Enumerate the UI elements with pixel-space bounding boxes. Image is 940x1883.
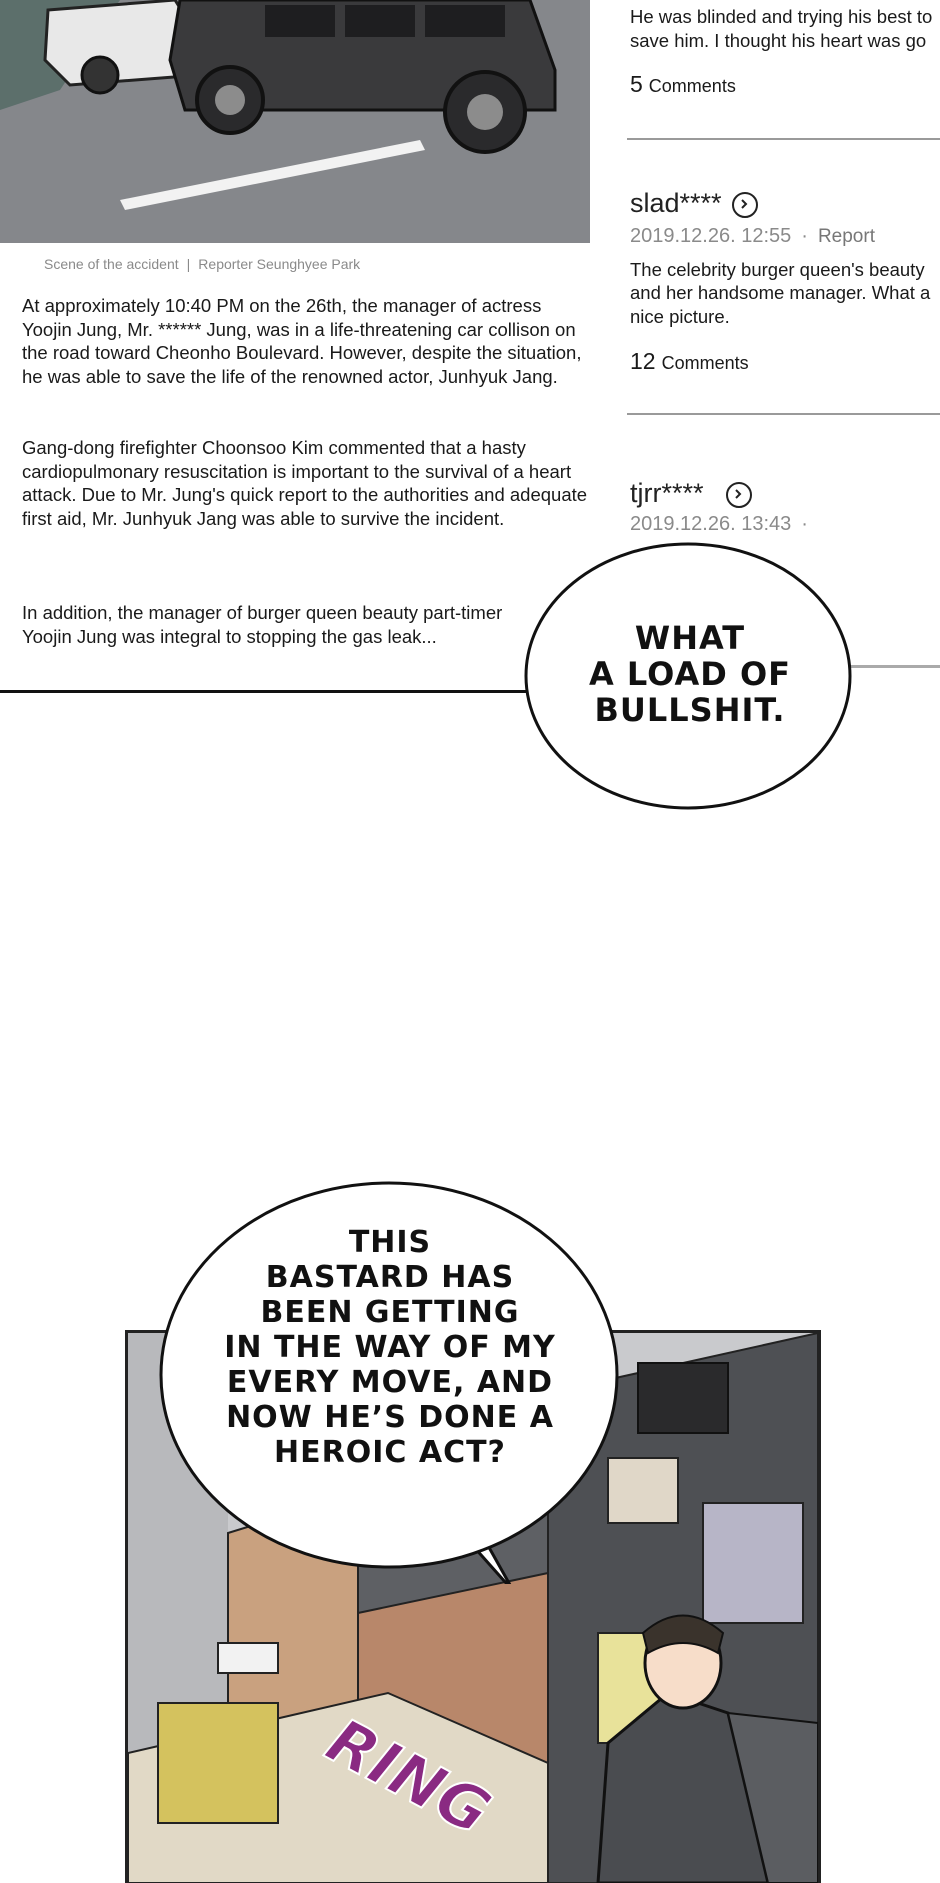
comment-item bbox=[630, 188, 940, 375]
caption-scene: Scene of the accident bbox=[44, 256, 179, 272]
comment-count-link[interactable] bbox=[630, 71, 940, 98]
comment-username[interactable]: tjrr**** bbox=[630, 478, 704, 508]
meta-dot: · bbox=[801, 512, 808, 535]
caption-separator: | bbox=[186, 256, 191, 272]
article-paragraph: At approximately 10:40 PM on the 26th, the manager of actress Yoojin Jung, Mr. ****** Jung, was in a life-threatening car collison on the road toward Cheonho Boulevard. However, despite the situation, he was able to save the life of the renowned actor, Junhyuk Jang. bbox=[22, 295, 582, 387]
bubble-line: BEEN GETTING bbox=[260, 1295, 520, 1330]
bubble-line: NOW HE’S DONE A bbox=[226, 1400, 554, 1435]
bubble-line: A LOAD OF bbox=[588, 655, 792, 693]
ring-sound-effect: RING bbox=[315, 1703, 503, 1850]
comment-divider bbox=[627, 413, 940, 415]
comment-count-number: 5 bbox=[630, 71, 643, 97]
bubble-line: THIS bbox=[348, 1225, 432, 1260]
bubble-line: BULLSHIT. bbox=[594, 691, 786, 729]
comment-meta bbox=[630, 225, 940, 248]
comment-text-line: He was blinded and trying his best to bbox=[630, 6, 933, 27]
comment-count-label: Comments bbox=[648, 76, 736, 96]
accident-scene-illustration bbox=[0, 0, 590, 243]
car-drawing bbox=[0, 0, 590, 243]
comment-date: 2019.12.26. bbox=[630, 512, 736, 535]
report-link[interactable]: Report bbox=[817, 225, 875, 247]
comment-text-line: save him. I thought his heart was go bbox=[630, 29, 927, 51]
comment-divider bbox=[850, 665, 940, 668]
comment-text-line: and her handsome manager. What a bbox=[630, 282, 931, 304]
comment-time: 13:43 bbox=[741, 512, 792, 535]
photo-caption bbox=[44, 256, 360, 272]
meta-dot: · bbox=[801, 224, 808, 247]
panel-border-line bbox=[0, 690, 540, 693]
profile-arrow-icon[interactable] bbox=[732, 192, 758, 218]
bubble-line: EVERY MOVE, AND bbox=[226, 1365, 554, 1400]
comment-item bbox=[630, 5, 940, 98]
bubble-line: BASTARD HAS bbox=[265, 1260, 515, 1295]
comment-text-line: The celebrity burger queen's beauty bbox=[630, 258, 925, 280]
caption-reporter: Reporter Seunghyee Park bbox=[198, 256, 361, 272]
speech-bubble-second bbox=[200, 1225, 580, 1470]
bubble-line: WHAT bbox=[634, 619, 746, 657]
comment-meta bbox=[630, 513, 940, 536]
profile-arrow-icon[interactable] bbox=[726, 482, 752, 508]
comment-count-label: Comments bbox=[661, 353, 749, 374]
comment-time: 12:55 bbox=[741, 224, 792, 247]
comment-count-number: 12 bbox=[630, 348, 656, 375]
comment-username[interactable]: slad**** bbox=[630, 188, 722, 218]
bubble-line: HEROIC ACT? bbox=[274, 1435, 506, 1470]
comment-count-link[interactable] bbox=[630, 348, 940, 375]
comment-text-line: nice picture. bbox=[630, 305, 730, 327]
bubble-line: IN THE WAY OF MY bbox=[224, 1330, 556, 1365]
speech-bubble-first bbox=[560, 620, 820, 728]
article-paragraph: In addition, the manager of burger queen beauty part-timer Yoojin Jung was integral to stopping the gas leak... bbox=[22, 602, 503, 647]
comment-date: 2019.12.26. bbox=[630, 224, 736, 247]
comment-item bbox=[630, 478, 940, 536]
comment-divider bbox=[627, 138, 940, 140]
article-paragraph: Gang-dong firefighter Choonsoo Kim commented that a hasty cardiopulmonary resuscitation is important to the survival of a heart attack. Due to Mr. Jung's quick report to the authorities and adequate first aid, Mr. Junhyuk Jang was able to survive the incident. bbox=[22, 437, 588, 529]
